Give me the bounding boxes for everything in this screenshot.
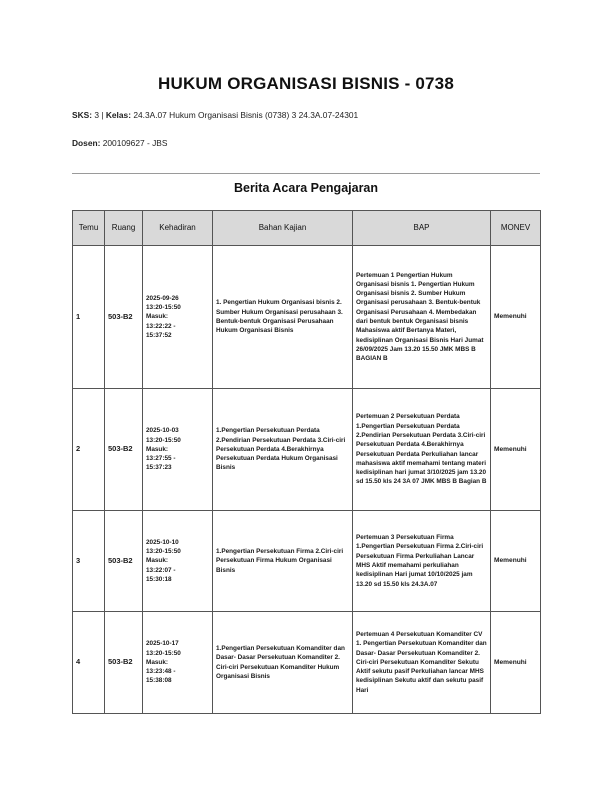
ruang-cell: 503-B2 [105,511,143,612]
attendance-out: 15:37:23 [146,464,172,472]
monev-cell: Memenuhi [491,612,541,714]
col-header-bahan-kajian: Bahan Kajian [213,211,353,246]
table-header-row [73,211,541,246]
col-header-bap: BAP [353,211,491,246]
dosen-label: Dosen: [72,138,101,148]
attendance-in: 13:23:48 - [146,668,176,676]
kehadiran-cell [143,246,213,389]
temu-cell: 4 [73,612,105,714]
table-row [73,511,541,612]
class-info-line [72,110,358,120]
temu-cell: 2 [73,389,105,511]
divider [72,173,540,174]
sks-label: SKS: [72,110,93,120]
attendance-schedule: 13:20-15:50 [146,548,181,556]
document-title: HUKUM ORGANISASI BISNIS - 0738 [158,74,454,93]
bahan-kajian-cell: 1.Pengertian Persekutuan Perdata 2.Pendirian Persekutuan Perdata 3.Ciri-ciri Persekutuan Perdata 4.Berakhirnya Persekutuan Perdata Hukum Organisasi Bisnis [213,389,353,511]
bahan-kajian-cell: 1.Pengertian Persekutuan Komanditer dan Dasar- Dasar Persekutuan Komanditer 2. Ciri-ciri Persekutuan Komanditer Hukum Organisasi Bisnis [213,612,353,714]
monev-cell: Memenuhi [491,511,541,612]
kehadiran-cell [143,511,213,612]
temu-cell: 3 [73,511,105,612]
sks-value: 3 | [94,110,104,120]
kelas-value: 24.3A.07 Hukum Organisasi Bisnis (0738) 3 24.3A.07-24301 [133,110,359,120]
table-row [73,612,541,714]
attendance-label: Masuk: [146,445,169,453]
bap-cell: Pertemuan 1 Pengertian Hukum Organisasi bisnis 1. Pengertian Hukum Organisasi bisnis 2. Sumber Hukum Organisasi perusahaan 3. Bentuk-bentuk Organisasi Perusahaan 4. Membedakan dari bentuk bentuk Organisasi bisnis Mahasiswa aktif Bertanya Materi, kedisiplinan Organisasi Bisnis Hari Jumat 26/09/2025 Jam 13.20 15.50 JMK MBS B BAGIAN B [353,246,491,389]
bap-table [72,210,541,714]
col-header-temu: Temu [73,211,105,246]
attendance-date: 2025-10-10 [146,538,179,546]
attendance-label: Masuk: [146,658,169,666]
attendance-out: 15:37:52 [146,331,172,339]
monev-cell: Memenuhi [491,246,541,389]
temu-cell: 1 [73,246,105,389]
section-title: Berita Acara Pengajaran [233,181,379,195]
dosen-value: 200109627 - JBS [102,138,168,148]
bap-cell: Pertemuan 4 Persekutuan Komanditer CV 1. Pengertian Persekutuan Komanditer dan Dasar- Dasar Persekutuan Komanditer 2. Ciri-ciri Persekutuan Komanditer Sekutu Aktif sekutu pasif Perkuliahan lancar MHS kedisiplinan Sekutu aktif dan sekutu pasif Hari [353,612,491,714]
attendance-schedule: 13:20-15:50 [146,304,181,312]
kehadiran-cell [143,389,213,511]
attendance-out: 15:38:08 [146,677,172,685]
lecturer-info-line [72,138,167,148]
ruang-cell: 503-B2 [105,612,143,714]
attendance-schedule: 13:20-15:50 [146,436,181,444]
attendance-label: Masuk: [146,313,169,321]
attendance-out: 15:30:18 [146,575,172,583]
bap-cell: Pertemuan 3 Persekutuan Firma 1.Pengertian Persekutuan Firma 2.Ciri-ciri Persekutuan Firma Perkuliahan Lancar MHS Aktif memahami perkuliahan kedisiplinan Hari jumat 10/10/2025 jam 13.20 sd 15.50 kls 24.3A.07 [353,511,491,612]
attendance-label: Masuk: [146,557,169,565]
attendance-in: 13:27:55 - [146,455,176,463]
attendance-date: 2025-10-03 [146,427,179,435]
monev-cell: Memenuhi [491,389,541,511]
col-header-ruang: Ruang [105,211,143,246]
attendance-date: 2025-10-17 [146,640,179,648]
bap-cell: Pertemuan 2 Persekutuan Perdata 1.Pengertian Persekutuan Perdata 2.Pendirian Persekutuan Perdata 3.Ciri-ciri Persekutuan Perdata 4.Berakhirnya Persekutuan Perdata Perkuliahan lancar mahasiswa aktif memahami tentang materi kedisiplinan hari jumat 3/10/2025 jam 13.20 sd 15.50 kls 24 3A 07 JMK MBS B Bagian B [353,389,491,511]
ruang-cell: 503-B2 [105,246,143,389]
table-row [73,389,541,511]
kehadiran-cell [143,612,213,714]
attendance-in: 13:22:07 - [146,566,176,574]
col-header-monev: MONEV [491,211,541,246]
attendance-schedule: 13:20-15:50 [146,649,181,657]
col-header-kehadiran: Kehadiran [143,211,213,246]
bahan-kajian-cell: 1. Pengertian Hukum Organisasi bisnis 2. Sumber Hukum Organisasi perusahaan 3. Bentuk-bentuk Organisasi Perusahaan Hukum Organisasi Bisnis [213,246,353,389]
attendance-in: 13:22:22 - [146,322,176,330]
ruang-cell: 503-B2 [105,389,143,511]
table-row [73,246,541,389]
kelas-label: Kelas: [105,110,131,120]
attendance-date: 2025-09-26 [146,294,179,302]
bahan-kajian-cell: 1.Pengertian Persekutuan Firma 2.Ciri-ciri Persekutuan Firma Hukum Organisasi Bisnis [213,511,353,612]
